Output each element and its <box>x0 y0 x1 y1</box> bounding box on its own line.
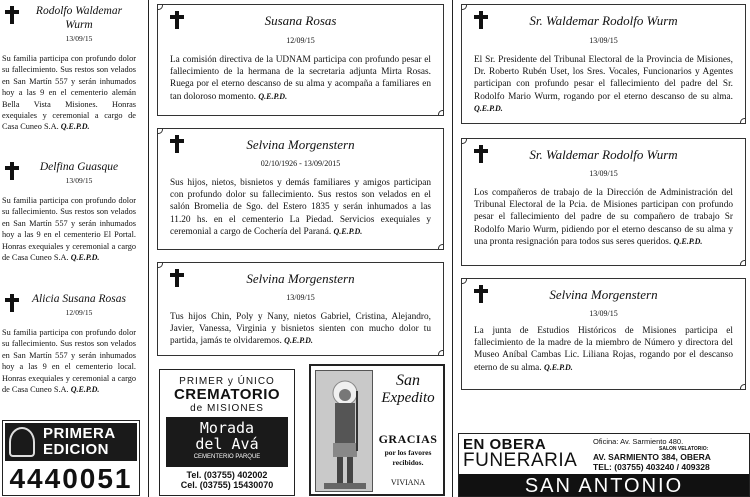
obituary-card-mid-1 <box>157 4 444 116</box>
column-rule-1 <box>148 0 149 497</box>
ad-expedito-title2: Expedito <box>381 390 435 406</box>
obituary-date: 02/10/1926 - 13/09/2015 <box>260 159 341 168</box>
ad-funeraria-line1: EN OBERA <box>463 436 547 453</box>
ad-funeraria-office: Oficina: Av. Sarmiento 480. <box>593 437 684 446</box>
ad-crematorio-top2: CREMATORIO <box>173 386 281 403</box>
cross-icon <box>5 162 19 180</box>
obituary-text: Su familia participa con profundo dolor su fallecimiento. Sus restos son velados en San Martín 557 y serán inhumados hoy a las 9 en el cementerio local. Honras exequiales y ceremonial a cargo de Casa Cuneo S.A. Q.E.P.D. <box>2 328 136 395</box>
obituary-text: La junta de Estudios Históricos de Misiones participa el fallecimiento de la madre de la miembro de Número y directora del Museo Aníbal Cambas Lic. Liliana Rojas, rogando por el descanso eterno de su alma. Q.E.P.D. <box>474 326 733 373</box>
ad-primera-phone: 4440051 <box>9 463 133 494</box>
ad-primera-line2: EDICION <box>43 441 110 458</box>
obituary-date: 12/09/15 <box>65 308 93 317</box>
cross-icon <box>5 6 19 24</box>
ad-funeraria-san-antonio[interactable] <box>458 433 750 497</box>
obituary-date: 13/09/15 <box>589 169 618 178</box>
ad-crematorio-brand2: del Avá <box>195 435 259 453</box>
cross-icon <box>5 294 19 312</box>
ad-logo-icon <box>9 427 35 457</box>
obituary-text: Sus hijos, nietos, bisnietos y demás familiares y amigos participan con profundo dolor su fallecimiento. Sus restos son velados en el salón Bromelia de Sgo. del Estero 1835 y serán inhumados a las 11.20 hs. en el cementerio La Piedad. Servicios exequiales y ceremonial a cargo de Cochería del Paraná. Q.E.P.D. <box>170 178 431 237</box>
obituary-card-right-3 <box>461 278 746 390</box>
obituary-card-right-2 <box>461 138 746 266</box>
obituary-card-mid-2 <box>157 128 444 250</box>
ad-funeraria-phones: TEL: (03755) 403240 / 409328 <box>593 462 710 472</box>
obituary-name: Selvina Morgenstern <box>549 287 658 302</box>
obituary-date: 12/09/15 <box>286 36 315 45</box>
obituary-left-3 <box>2 292 136 395</box>
ad-expedito-signature: VIVIANA <box>390 478 426 487</box>
ad-crematorio-brand1: Morada <box>199 419 255 437</box>
obituary-date: 13/09/15 <box>589 309 618 318</box>
ad-crematorio-top1: PRIMER y ÚNICO <box>179 376 275 387</box>
ad-primera-line1: PRIMERA <box>43 425 116 442</box>
obituary-name: Rodolfo Waldemar Wurm <box>35 5 123 31</box>
obituary-date: 13/09/15 <box>65 176 93 185</box>
ad-crematorio-brand3: CEMENTERIO PARQUE <box>193 454 261 460</box>
saint-image <box>315 370 373 492</box>
ad-funeraria-address: AV. SARMIENTO 384, OBERA <box>593 452 711 462</box>
column-rule-2 <box>452 0 453 497</box>
ad-expedito-title1: San <box>396 372 420 389</box>
ad-expedito-sub2: recibidos. <box>392 458 424 467</box>
obituary-name: Selvina Morgenstern <box>246 271 355 286</box>
obituary-text: El Sr. Presidente del Tribunal Electoral de la Provincia de Misiones, Dr. Roberto Rubén Uset, los Sres. Vocales, Funcionarios y Agentes participan con profundo pesar el fallecimiento del padre del Sr. Rodolfo Mario Wurm, rogando por el eterno descanso de su alma. Q.E.P.D. <box>474 55 733 113</box>
obituary-text: Tus hijos Chin, Poly y Nany, nietos Gabriel, Cristina, Alejandro, Javier, Vanessa, Virginia y bisnietos sienten con mucho dolor tu partida, jamás te olvidaremos. Q.E.P.D. <box>170 312 431 347</box>
obituary-left-2 <box>2 160 136 263</box>
obituary-name: Sr. Waldemar Rodolfo Wurm <box>529 13 678 28</box>
ad-funeraria-salon-label: SALON VELATORIO: <box>659 446 709 452</box>
obituary-name: Alicia Susana Rosas <box>32 293 126 305</box>
ad-funeraria-brand: SAN ANTONIO <box>459 474 749 497</box>
ad-san-expedito[interactable] <box>309 364 445 496</box>
ad-expedito-thanks: GRACIAS <box>378 432 438 446</box>
ad-crematorio[interactable] <box>159 369 295 496</box>
obituary-name: Sr. Waldemar Rodolfo Wurm <box>529 147 678 162</box>
ad-crematorio-tel1: Tel. (03755) 402002 <box>186 470 268 480</box>
obituary-left-1 <box>2 4 136 133</box>
ad-crematorio-tel2: Cel. (03755) 15430070 <box>180 480 274 490</box>
obituary-name: Selvina Morgenstern <box>246 137 355 152</box>
obituary-text: Su familia participa con profundo dolor su fallecimiento. Sus restos son velados en San Martín 557 y serán inhumados hoy a las 9 en el cementerio alemán Bella Vista Misiones. Honras exequiales y ceremonial a cargo de Casa Cuneo S.A. Q.E.P.D. <box>2 54 136 132</box>
saint-figure-icon <box>316 371 374 493</box>
obituary-text: Los compañeros de trabajo de la Dirección de Administración del Tribunal Electoral de la Pcia. de Misiones participan con profundo pesar el fallecimiento del padre de su compañero de trabajo Sr Rodolfo Mario Wurm, pidiendo por el eterno descanso de su alma y una pronta resignación para todos sus seres queridos. Q.E.P.D. <box>474 188 733 247</box>
obituary-card-mid-3 <box>157 262 444 356</box>
ad-crematorio-brand-box <box>166 417 288 467</box>
obituary-name: Susana Rosas <box>264 13 337 28</box>
obituary-name: Delfina Guasque <box>39 161 119 173</box>
ad-crematorio-top3: de MISIONES <box>190 403 264 414</box>
obituary-date: 13/09/15 <box>286 293 315 302</box>
ad-funeraria-line2: FUNERARIA <box>463 450 578 471</box>
obituary-card-right-1 <box>461 4 746 124</box>
ad-expedito-sub1: por los favores <box>384 448 432 457</box>
ad-primera-edicion[interactable] <box>2 420 140 496</box>
obituary-text: Su familia participa con profundo dolor su fallecimiento. Sus restos son velados en San Martín 557 y serán inhumados hoy a las 9 en el cementerio El Portal. Honras exequiales y ceremonial a cargo de Casa Cuneo S.A. Q.E.P.D. <box>2 196 136 263</box>
obituary-date: 13/09/15 <box>65 34 93 43</box>
obituary-text: La comisión directiva de la UDNAM participa con profundo pesar el fallecimiento de la hermana de la secretaria adjunta Mirta Rosas. Ruega por el eterno descanso de su alma y acompaña a familiares en tan doloroso momento. Q.E.P.D. <box>170 55 431 102</box>
obituary-date: 13/09/15 <box>589 36 618 45</box>
